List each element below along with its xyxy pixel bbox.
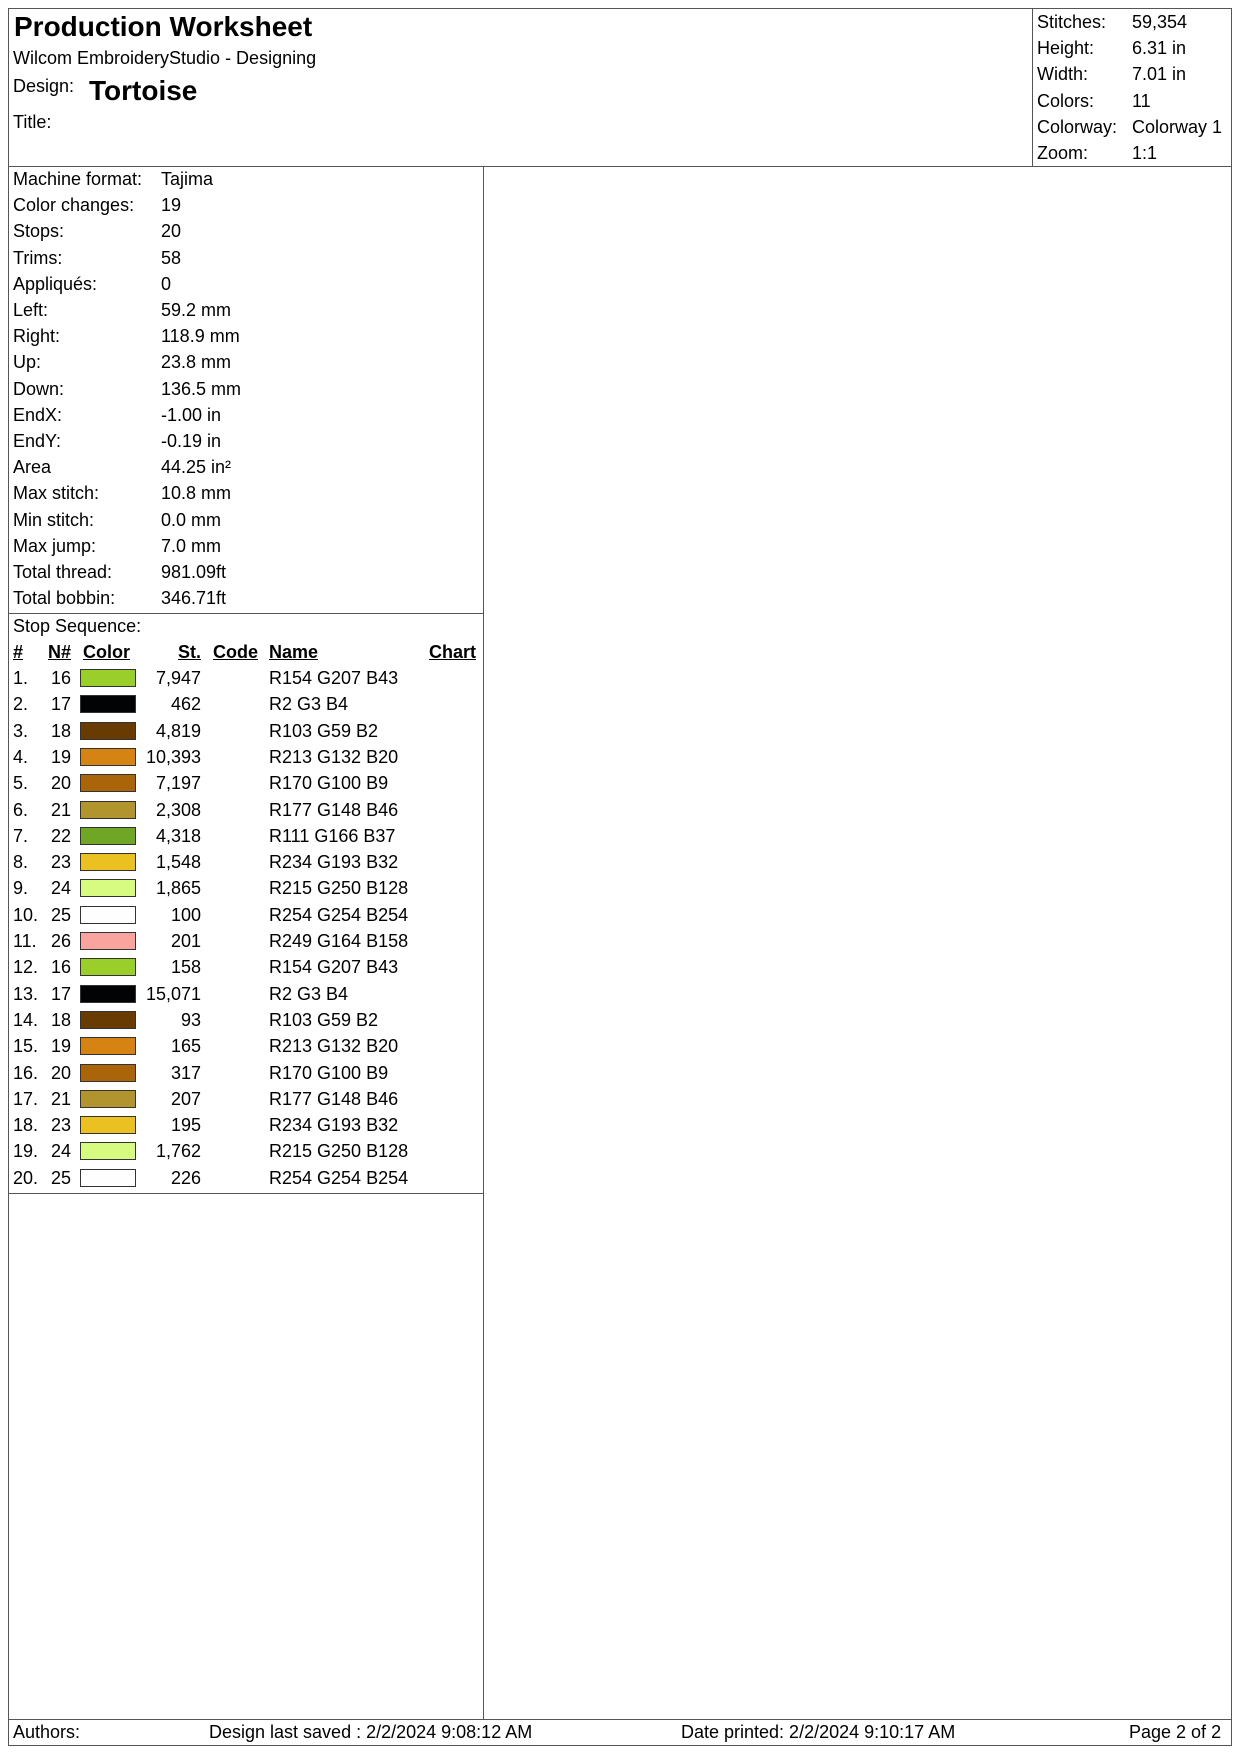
color-swatch: [80, 1142, 136, 1160]
row-needle: 17: [50, 983, 71, 1004]
machine-value: 346.71ft: [161, 588, 227, 609]
row-stitches: 93: [180, 1009, 201, 1030]
color-swatch: [80, 1169, 136, 1187]
row-num: 8.: [13, 852, 29, 873]
row-needle: 25: [50, 904, 71, 925]
machine-label: Up:: [13, 352, 42, 373]
machine-value: 19: [161, 195, 182, 216]
color-swatch: [80, 906, 136, 924]
summary-value: 1:1: [1132, 143, 1158, 163]
machine-label: Max stitch:: [13, 483, 100, 504]
color-swatch: [80, 1090, 136, 1108]
row-needle: 23: [50, 1115, 71, 1136]
row-stitches: 158: [170, 957, 201, 978]
stop-sequence-label: Stop Sequence:: [13, 616, 142, 636]
machine-value: 981.09ft: [161, 562, 227, 582]
summary-label: Colorway:: [1037, 116, 1118, 137]
row-num: 9.: [13, 878, 29, 899]
machine-label: Left:: [13, 300, 49, 320]
color-swatch: [80, 1037, 136, 1055]
row-needle: 19: [50, 1036, 71, 1057]
row-name: R177 G148 B46: [269, 799, 399, 820]
machine-label: EndX:: [13, 404, 63, 425]
machine-value: 58: [161, 247, 182, 268]
machine-value: -0.19 in: [161, 431, 222, 451]
row-stitches: 1,762: [155, 1141, 201, 1162]
row-num: 1.: [13, 668, 29, 688]
color-swatch: [80, 801, 136, 819]
color-swatch: [80, 695, 136, 713]
color-swatch: [80, 669, 136, 687]
footer-authors: Authors:: [13, 1722, 81, 1742]
row-num: 19.: [13, 1141, 39, 1162]
machine-value: Tajima: [161, 169, 214, 189]
header-divider: [9, 166, 1231, 167]
row-name: R103 G59 B2: [269, 720, 379, 741]
row-stitches: 195: [170, 1115, 201, 1136]
row-name: R215 G250 B128: [269, 878, 409, 899]
row-needle: 23: [50, 852, 71, 873]
row-name: R249 G164 B158: [269, 931, 409, 951]
row-num: 16.: [13, 1062, 39, 1083]
row-stitches: 317: [170, 1062, 201, 1083]
row-needle: 20: [50, 773, 71, 794]
summary-label: Width:: [1037, 64, 1089, 85]
row-name: R154 G207 B43: [269, 668, 399, 688]
row-name: R234 G193 B32: [269, 852, 399, 873]
row-num: 14.: [13, 1009, 39, 1030]
row-needle: 24: [50, 1141, 71, 1162]
summary-divider: [1032, 9, 1033, 166]
row-num: 15.: [13, 1036, 39, 1057]
color-swatch: [80, 932, 136, 950]
col-header-color: Color: [83, 642, 130, 662]
row-name: R177 G148 B46: [269, 1088, 399, 1109]
sequence-end-divider: [9, 1193, 483, 1194]
row-name: R154 G207 B43: [269, 957, 399, 978]
row-name: R213 G132 B20: [269, 1036, 399, 1057]
row-stitches: 100: [170, 904, 201, 925]
row-num: 12.: [13, 957, 39, 978]
row-needle: 20: [50, 1062, 71, 1083]
machine-label: Max jump:: [13, 535, 97, 556]
machine-value: 136.5 mm: [161, 378, 242, 399]
machine-value: 0: [161, 273, 172, 294]
row-name: R254 G254 B254: [269, 904, 409, 925]
col-header-needle: N#: [48, 642, 72, 662]
design-label: Design:: [13, 76, 75, 96]
color-swatch: [80, 879, 136, 897]
row-stitches: 10,393: [145, 746, 201, 767]
color-swatch: [80, 853, 136, 871]
row-stitches: 165: [170, 1036, 201, 1057]
row-name: R111 G166 B37: [269, 825, 396, 846]
row-needle: 21: [50, 1088, 71, 1109]
row-name: R234 G193 B32: [269, 1115, 399, 1136]
row-stitches: 15,071: [145, 983, 201, 1004]
row-stitches: 462: [170, 694, 201, 715]
color-swatch: [80, 985, 136, 1003]
machine-label: Total thread:: [13, 562, 113, 582]
row-stitches: 2,308: [155, 799, 201, 820]
app-name: Wilcom EmbroideryStudio - Designing: [13, 48, 317, 68]
row-stitches: 201: [170, 931, 201, 951]
col-header-code: Code: [213, 642, 258, 662]
summary-label: Colors:: [1037, 90, 1095, 111]
summary-value: Colorway 1: [1132, 116, 1223, 137]
row-num: 11.: [13, 931, 37, 951]
row-stitches: 7,947: [155, 668, 201, 688]
row-name: R170 G100 B9: [269, 773, 389, 794]
worksheet-page: [8, 8, 1232, 1746]
machine-label: Color changes:: [13, 195, 135, 216]
col-header-stitches: St.: [177, 642, 201, 662]
col-header-chart: Chart: [429, 642, 477, 662]
color-swatch: [80, 774, 136, 792]
row-stitches: 1,865: [155, 878, 201, 899]
machine-value: 44.25 in²: [161, 457, 232, 478]
row-stitches: 4,318: [155, 825, 201, 846]
row-num: 7.: [13, 825, 29, 846]
machine-value: 0.0 mm: [161, 509, 222, 530]
machine-value: 59.2 mm: [161, 300, 232, 320]
machine-value: 10.8 mm: [161, 483, 232, 504]
summary-label: Zoom:: [1037, 143, 1089, 163]
summary-value: 6.31 in: [1132, 38, 1187, 59]
color-swatch: [80, 748, 136, 766]
row-needle: 22: [50, 825, 71, 846]
row-stitches: 1,548: [155, 852, 201, 873]
machine-value: -1.00 in: [161, 404, 222, 425]
machine-label: Trims:: [13, 247, 63, 268]
machine-label: Down:: [13, 378, 65, 399]
row-num: 6.: [13, 799, 29, 820]
machine-label: Total bobbin:: [13, 588, 116, 609]
machine-label: Machine format:: [13, 169, 143, 189]
row-needle: 24: [50, 878, 71, 899]
row-name: R2 G3 B4: [269, 694, 349, 715]
row-stitches: 4,819: [155, 720, 201, 741]
title-label: Title:: [13, 112, 52, 132]
row-needle: 18: [50, 1009, 71, 1030]
row-needle: 18: [50, 720, 71, 741]
color-swatch: [80, 1116, 136, 1134]
machine-value: 118.9 mm: [161, 326, 240, 347]
color-swatch: [80, 827, 136, 845]
machine-label: Appliqués:: [13, 273, 98, 294]
summary-value: 59,354: [1132, 12, 1188, 32]
row-needle: 17: [50, 694, 71, 715]
row-stitches: 7,197: [155, 773, 201, 794]
row-num: 13.: [13, 983, 39, 1004]
footer-last-saved: Design last saved : 2/2/2024 9:08:12 AM: [209, 1722, 533, 1742]
col-header-name: Name: [269, 642, 319, 662]
row-name: R254 G254 B254: [269, 1167, 409, 1188]
row-num: 4.: [13, 746, 29, 767]
summary-label: Height:: [1037, 38, 1095, 59]
machine-label: Stops:: [13, 221, 65, 242]
row-num: 10.: [13, 904, 39, 925]
row-stitches: 226: [170, 1167, 201, 1188]
column-divider: [483, 166, 484, 1719]
row-num: 3.: [13, 720, 29, 741]
summary-label: Stitches:: [1037, 12, 1107, 32]
row-needle: 16: [50, 957, 71, 978]
row-needle: 19: [50, 746, 71, 767]
summary-value: 7.01 in: [1132, 64, 1187, 85]
machine-label: Min stitch:: [13, 509, 95, 530]
row-stitches: 207: [170, 1088, 201, 1109]
machine-label: Area: [13, 457, 52, 478]
footer-divider: [9, 1719, 1231, 1720]
col-header-num: #: [13, 642, 24, 662]
row-name: R215 G250 B128: [269, 1141, 409, 1162]
machine-label: EndY:: [13, 431, 62, 451]
page-title: Production Worksheet: [14, 11, 313, 42]
row-needle: 25: [50, 1167, 71, 1188]
color-swatch: [80, 1064, 136, 1082]
color-swatch: [80, 958, 136, 976]
machine-label: Right:: [13, 326, 61, 347]
machine-value: 23.8 mm: [161, 352, 232, 373]
row-num: 5.: [13, 773, 29, 794]
color-swatch: [80, 722, 136, 740]
row-num: 17.: [13, 1088, 39, 1109]
footer-page: Page 2 of 2: [1129, 1722, 1222, 1742]
machine-value: 7.0 mm: [161, 535, 222, 556]
row-name: R2 G3 B4: [269, 983, 349, 1004]
color-swatch: [80, 1011, 136, 1029]
row-needle: 21: [50, 799, 71, 820]
row-num: 18.: [13, 1115, 39, 1136]
machine-value: 20: [161, 221, 182, 242]
footer-date-printed: Date printed: 2/2/2024 9:10:17 AM: [681, 1722, 956, 1742]
row-name: R213 G132 B20: [269, 746, 399, 767]
row-num: 20.: [13, 1167, 39, 1188]
summary-value: 11: [1132, 90, 1151, 111]
row-needle: 26: [50, 931, 71, 951]
machine-divider: [9, 613, 483, 614]
row-name: R170 G100 B9: [269, 1062, 389, 1083]
row-num: 2.: [13, 694, 29, 715]
row-name: R103 G59 B2: [269, 1009, 379, 1030]
design-name: Tortoise: [89, 75, 198, 106]
row-needle: 16: [50, 668, 71, 688]
